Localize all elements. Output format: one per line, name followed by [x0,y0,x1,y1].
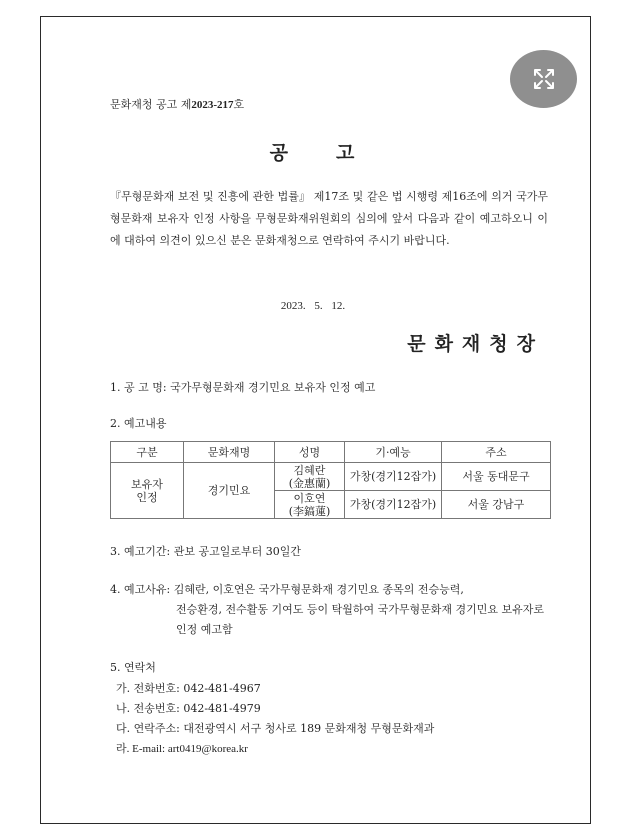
section-1-title: 1. 공 고 명: 국가무형문화재 경기민요 보유자 인정 예고 [110,381,376,394]
table-header: 주소 [442,442,551,463]
table-header-row [111,442,551,463]
section-4-reason: 4. 예고사유: 김혜란, 이호연은 국가무형문화재 경기민요 종목의 전승능력, [110,583,464,596]
table-cell-skill: 가창(경기12잡가) [345,491,442,519]
section-4-reason-cont: 전승환경, 전수활동 기여도 등이 탁월하여 국가무형문화재 경기민요 보유자로 인정 예고함 [176,603,545,636]
document-number: 문화재청 공고 제2023-217호 [110,98,245,111]
table-row [111,463,551,491]
email-link[interactable]: art0419@korea.kr [167,743,248,755]
table-header: 기·예능 [345,442,442,463]
notice-table [110,441,551,519]
notice-body: 『무형문화재 보전 및 진흥에 관한 법률』 제17조 및 같은 법 시행령 제16조에 의거 국가무형문화재 보유자 인정 사항을 무형문화재위원회의 심의에 앞서 다음과 같이 예고하오니 이에 대하여 의견이 있으신 분은 문화재청으로 연락하여 주시기 바랍니다. [110,190,548,247]
section-5-title: 5. 연락처 [110,661,156,674]
table-cell-name: 이호연 (李鎬蓮) [275,491,345,519]
table-header: 구분 [111,442,184,463]
table-cell-address: 서울 동대문구 [442,463,551,491]
table-header: 문화재명 [184,442,275,463]
page-title: 공 고 [269,142,357,164]
expand-button[interactable] [510,50,577,108]
table-cell-heritage: 경기민요 [184,463,275,519]
issuer-name: 문화재청장 [407,333,544,355]
document-number-value: 2023-217 [191,99,234,111]
table-cell-name: 김혜란 (金惠蘭) [275,463,345,491]
notice-date: 2023. 5. 12. [280,300,346,312]
contact-phone: 가. 전화번호: 042-481-4967 [116,682,261,695]
table-cell-skill: 가창(경기12잡가) [345,463,442,491]
table-cell-address: 서울 강남구 [442,491,551,519]
section-3-period: 3. 예고기간: 관보 공고일로부터 30일간 [110,545,301,558]
table-header: 성명 [275,442,345,463]
section-2-title: 2. 예고내용 [110,417,167,430]
contact-email: 라. E-mail: art0419@korea.kr [116,743,248,755]
contact-fax: 나. 전송번호: 042-481-4979 [116,702,261,715]
expand-arrows-icon [529,64,559,94]
contact-address: 다. 연락주소: 대전광역시 서구 청사로 189 문화재청 무형문화재과 [116,722,435,735]
table-cell-category: 보유자 인정 [111,463,184,519]
